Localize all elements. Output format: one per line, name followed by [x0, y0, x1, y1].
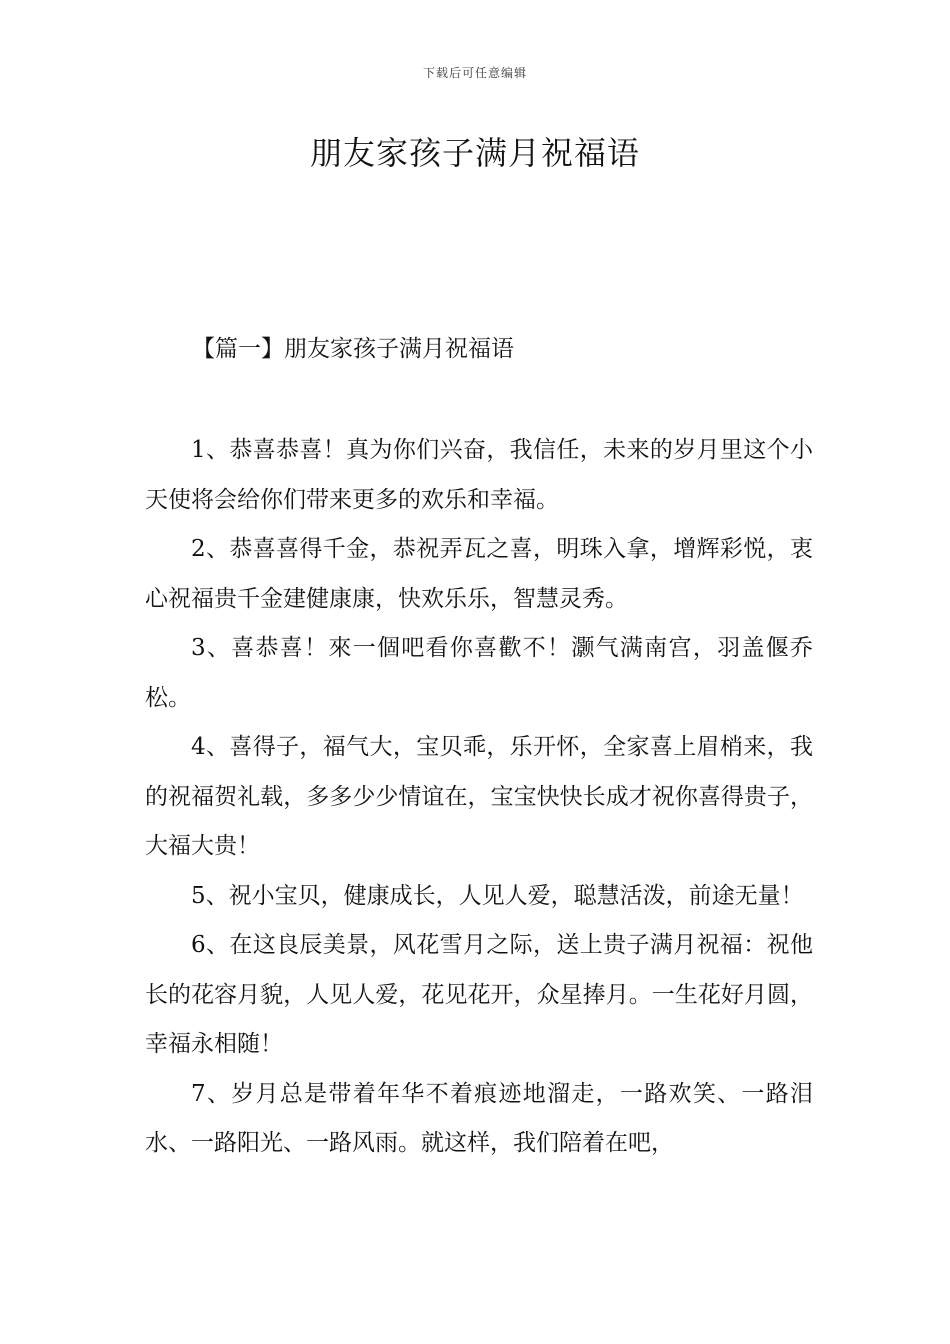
paragraph-2: 2、恭喜喜得千金，恭祝弄瓦之喜，明珠入拿，增辉彩悦，衷心祝福贵千金建健康康，快欢乐乐，智慧灵秀。: [145, 536, 813, 612]
paragraph-6: 6、在这良辰美景，风花雪月之际，送上贵子满月祝福：祝他长的花容月貌，人见人爱，花见花开，众星捧月。一生花好月圆，幸福永相随！: [145, 932, 813, 1057]
paragraph-7: 7、岁月总是带着年华不着痕迹地溜走，一路欢笑、一路泪水、一路阳光、一路风雨。就这样，我们陪着在吧，: [145, 1080, 813, 1156]
document-title: 朋友家孩子满月祝福语: [309, 134, 640, 172]
document-body: [145, 426, 813, 1169]
header-note: 下载后可任意编辑: [422, 66, 527, 80]
paragraph-5: 5、祝小宝贝，健康成长，人见人爱，聪慧活泼，前途无量！: [191, 882, 804, 909]
paragraph-1: 1、恭喜恭喜！真为你们兴奋，我信任，未来的岁月里这个小天使将会给你们带来更多的欢乐和幸福。: [145, 437, 813, 513]
section-heading: 【篇一】朋友家孩子满月祝福语: [192, 336, 514, 362]
paragraph-3: 3、喜恭喜！來一個吧看你喜歡不！灏气满南宫，羽盖偃乔松。: [145, 635, 813, 711]
paragraph-4: 4、喜得子，福气大，宝贝乖，乐开怀，全家喜上眉梢来，我的祝福贺礼载，多多少少情谊在，宝宝快快长成才祝你喜得贵子，大福大贵！: [145, 734, 813, 859]
